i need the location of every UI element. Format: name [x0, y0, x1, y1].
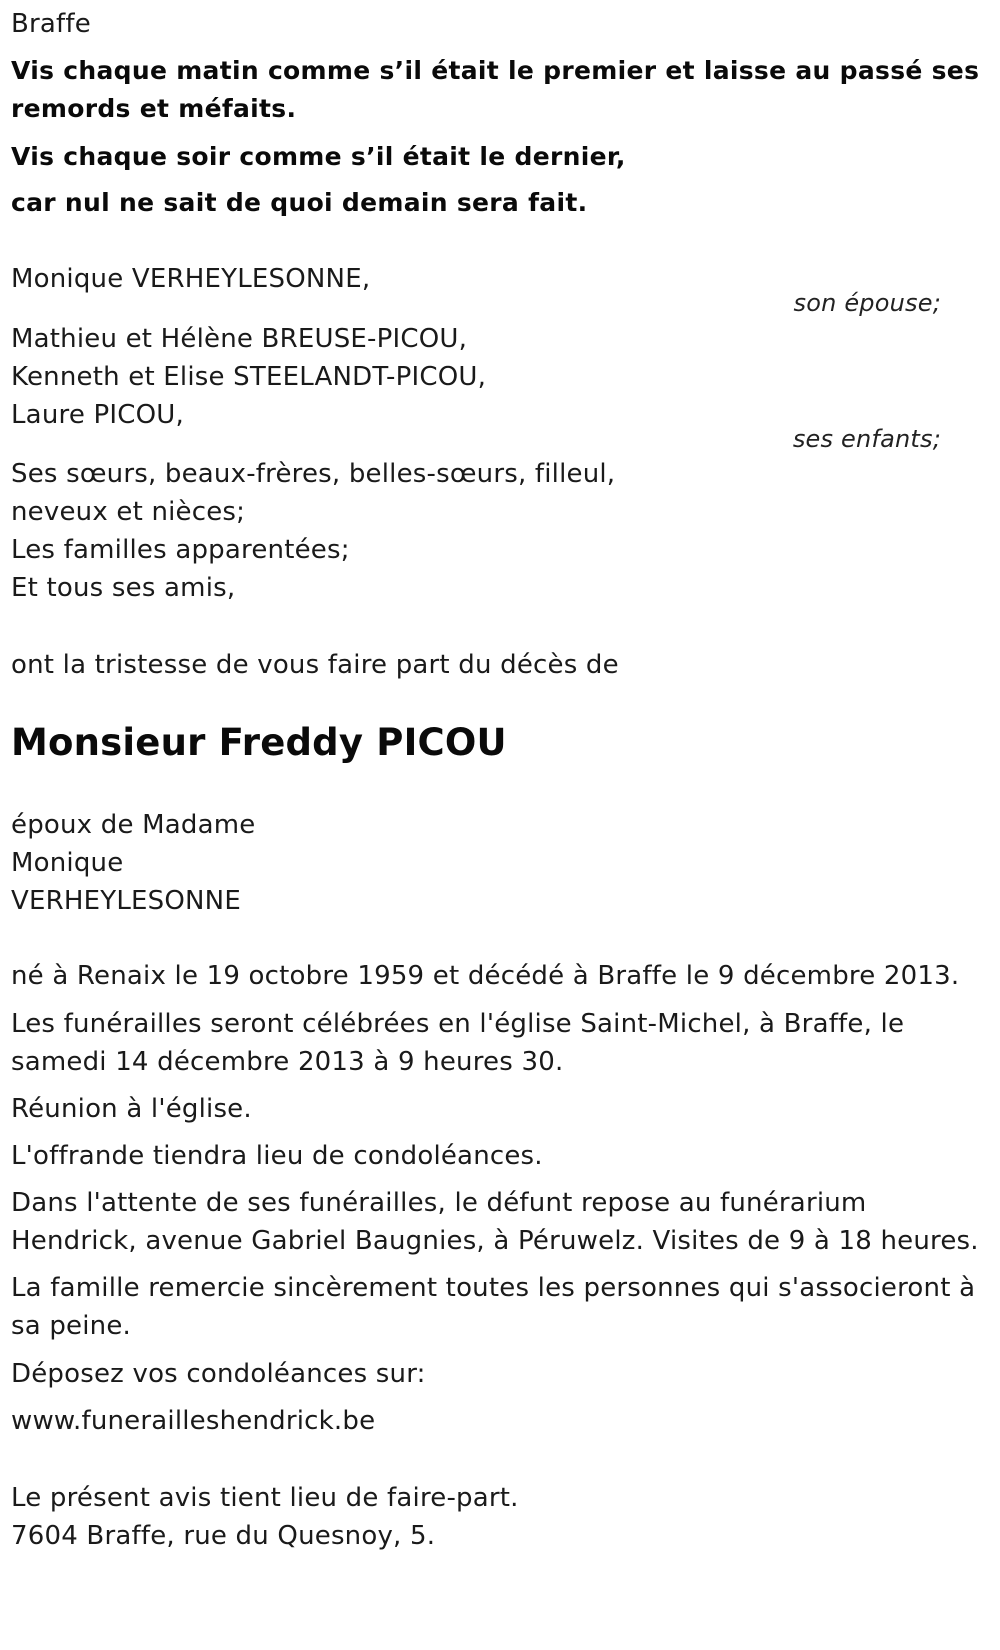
poem-line-3: Vis chaque soir comme s’il était le dernier,: [11, 142, 626, 171]
relatives-line: Et tous ses amis,: [11, 573, 236, 603]
thanks-line-2: sa peine.: [11, 1311, 132, 1341]
spouse-name: Monique VERHEYLESONNE,: [11, 264, 371, 294]
spouse-of-line: Monique: [11, 848, 124, 878]
thanks-line-1: La famille remercie sincèrement toutes les personnes qui s'associeront à: [11, 1273, 976, 1303]
poem-line-2: remords et méfaits.: [11, 94, 297, 123]
funeral-line-1: Les funérailles seront célébrées en l'église Saint-Michel, à Braffe, le: [11, 1009, 905, 1039]
offering-line: L'offrande tiendra lieu de condoléances.: [11, 1141, 543, 1171]
poem-line-1: Vis chaque matin comme s’il était le premier et laisse au passé ses: [11, 56, 980, 85]
place-heading: Braffe: [11, 9, 91, 39]
child-entry: Kenneth et Elise STEELANDT-PICOU,: [11, 362, 487, 392]
address-line: 7604 Braffe, rue du Quesnoy, 5.: [11, 1521, 436, 1551]
spouse-of-line: VERHEYLESONNE: [11, 886, 241, 916]
funeral-line-2: samedi 14 décembre 2013 à 9 heures 30.: [11, 1047, 564, 1077]
announcement-text: ont la tristesse de vous faire part du décès de: [11, 650, 619, 680]
birth-death-line: né à Renaix le 19 octobre 1959 et décédé à Braffe le 9 décembre 2013.: [11, 961, 960, 991]
reunion-line: Réunion à l'église.: [11, 1094, 252, 1124]
poem-line-4: car nul ne sait de quoi demain sera fait.: [11, 188, 588, 217]
spouse-role: son épouse;: [793, 289, 941, 317]
spouse-of-line: époux de Madame: [11, 810, 256, 840]
repose-line-1: Dans l'attente de ses funérailles, le défunt repose au funérarium: [11, 1188, 867, 1218]
relatives-line: Ses sœurs, beaux-frères, belles-sœurs, filleul,: [11, 459, 616, 489]
children-role: ses enfants;: [792, 425, 941, 453]
repose-line-2: Hendrick, avenue Gabriel Baugnies, à Péruwelz. Visites de 9 à 18 heures.: [11, 1226, 979, 1256]
condolences-website-link[interactable]: www.funerailleshendrick.be: [11, 1406, 376, 1436]
notice-line: Le présent avis tient lieu de faire-part.: [11, 1483, 519, 1513]
condolences-label: Déposez vos condoléances sur:: [11, 1359, 426, 1389]
child-entry: Laure PICOU,: [11, 400, 184, 430]
relatives-line: neveux et nièces;: [11, 497, 246, 527]
deceased-name: Monsieur Freddy PICOU: [11, 721, 507, 764]
relatives-line: Les familles apparentées;: [11, 535, 350, 565]
child-entry: Mathieu et Hélène BREUSE-PICOU,: [11, 324, 468, 354]
